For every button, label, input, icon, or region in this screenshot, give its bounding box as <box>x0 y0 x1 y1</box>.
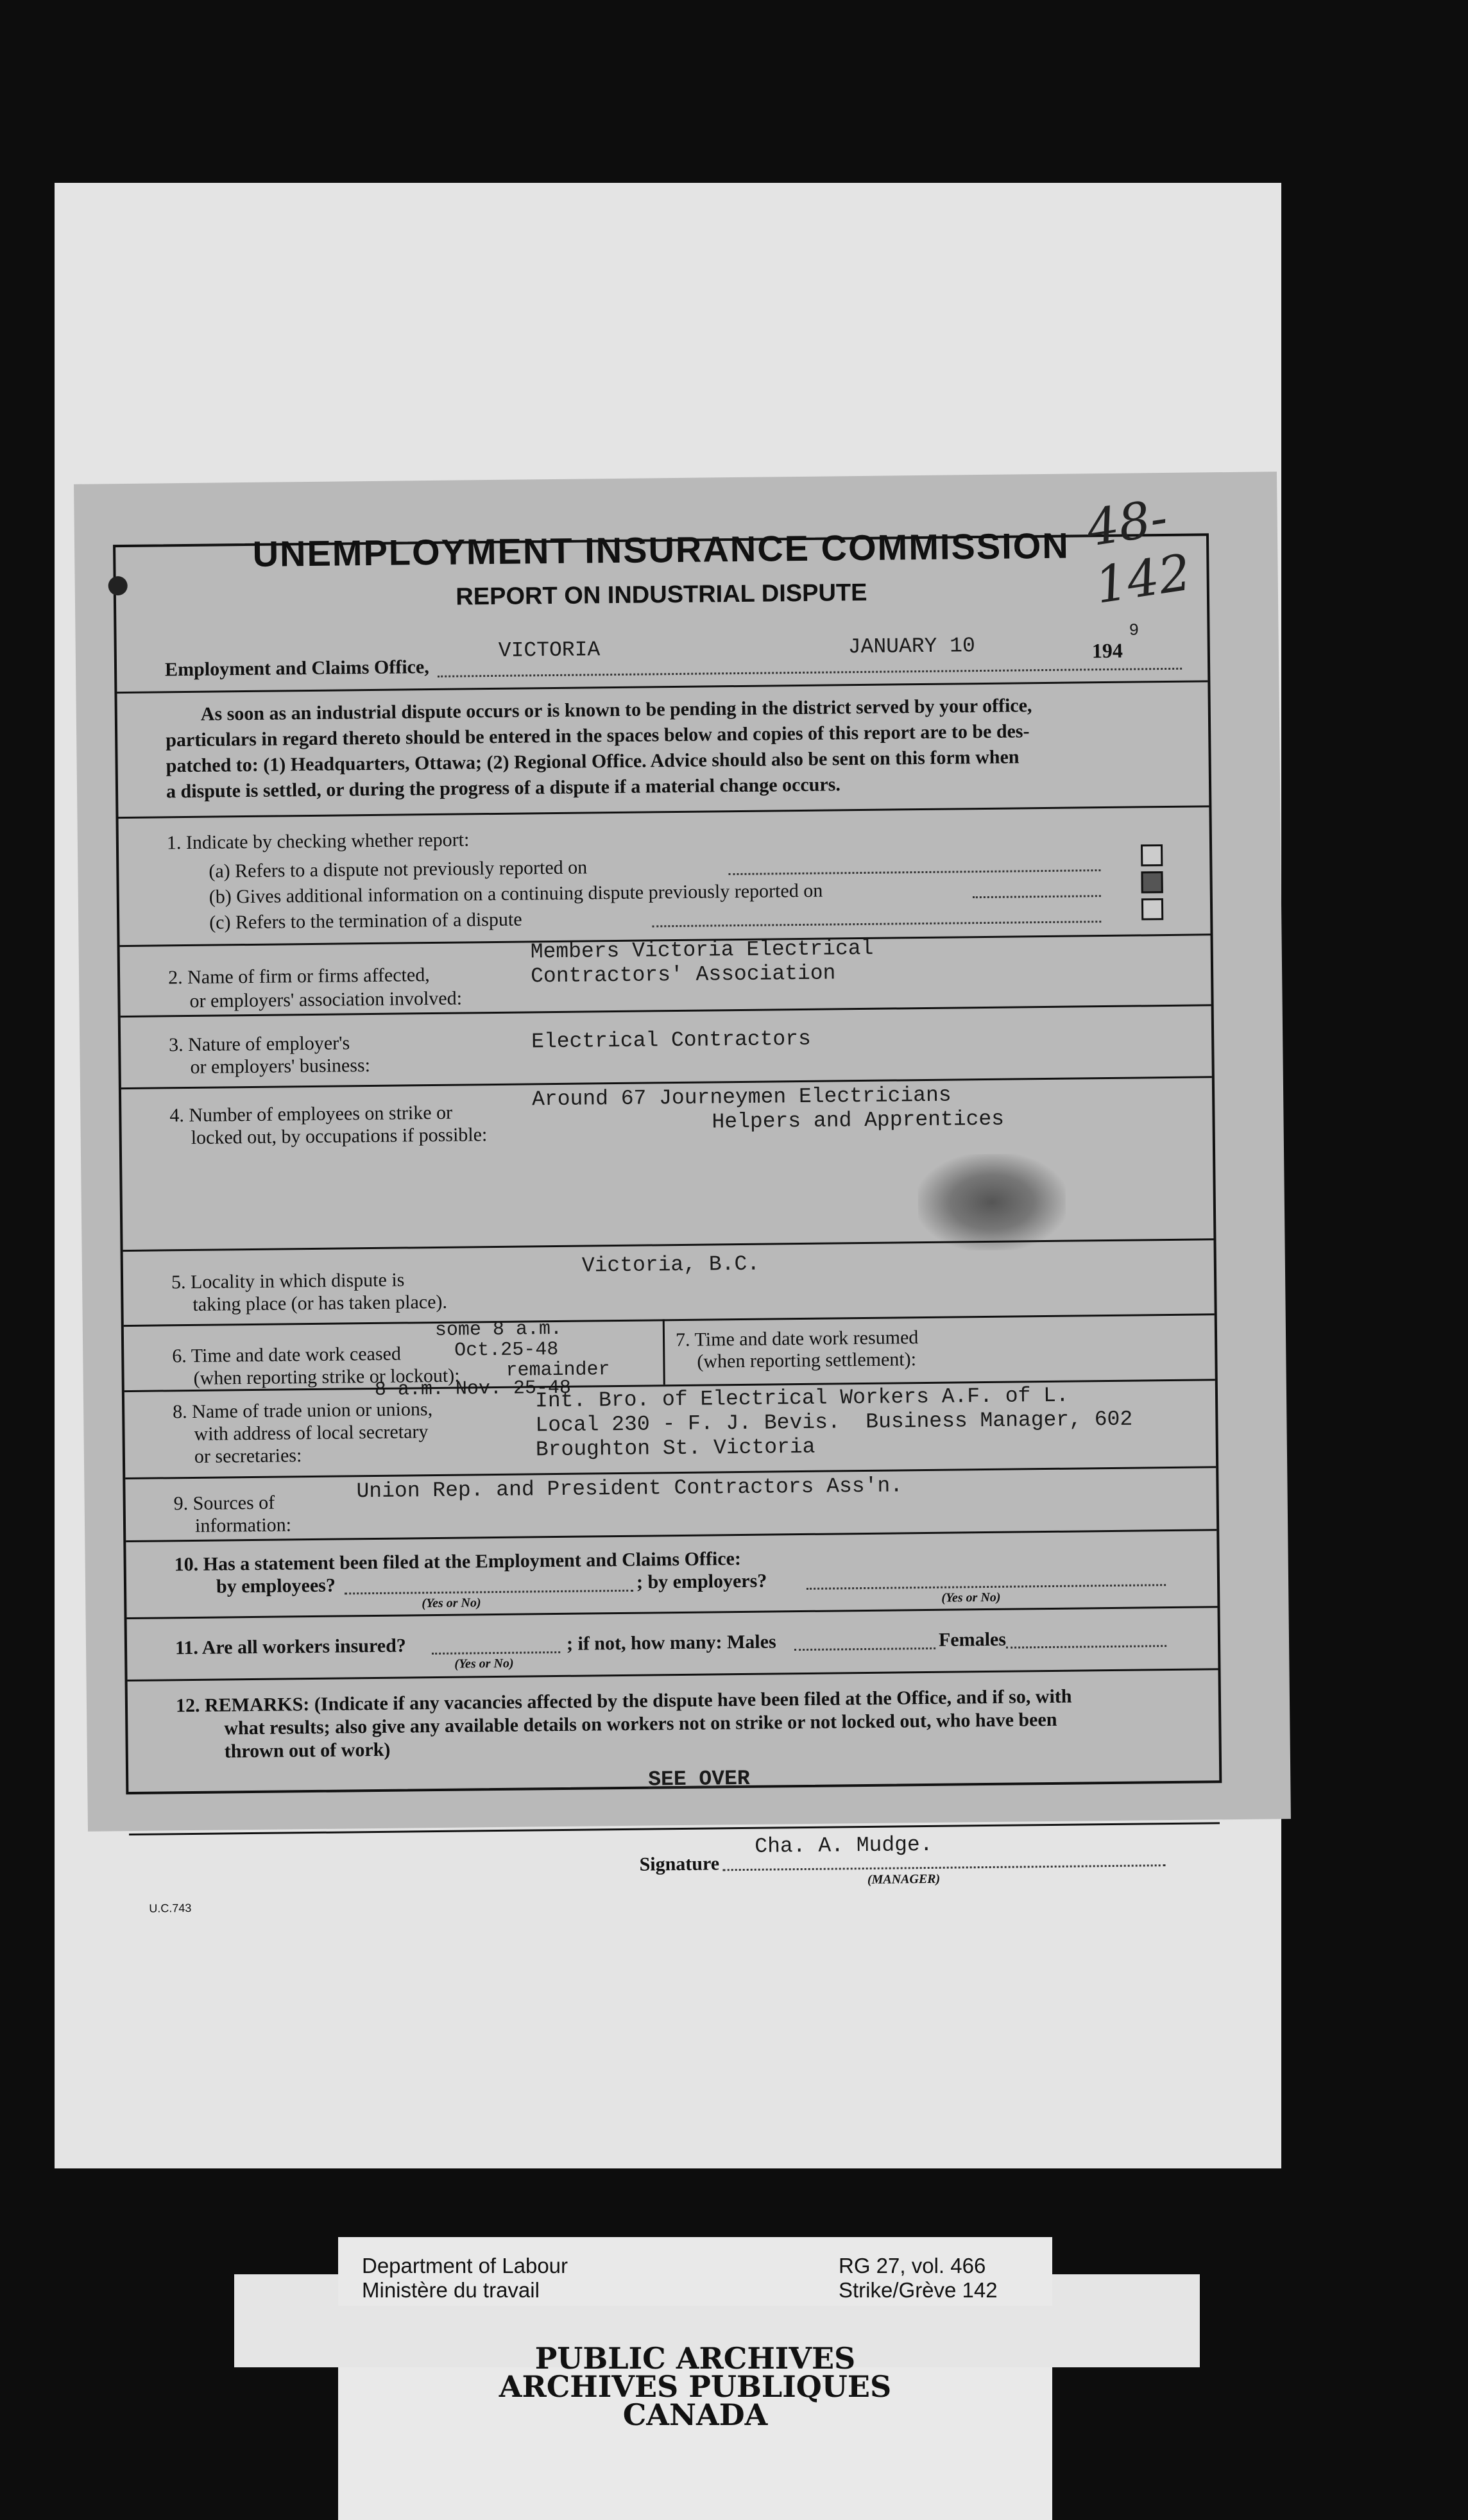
q2-value-2: Contractors' Association <box>530 961 836 989</box>
q2-label-2: or employers' association involved: <box>189 987 463 1012</box>
q10-yesno-1: (Yes or No) <box>422 1596 481 1611</box>
office-date-line <box>438 668 1182 677</box>
q8-label-2: with address of local secretary <box>194 1421 429 1445</box>
q3-value: Electrical Contractors <box>531 1026 812 1054</box>
q5-label-1: 5. Locality in which dispute is <box>171 1269 405 1293</box>
signature-label: Signature <box>639 1853 720 1875</box>
q6-value-4: 8 a.m. Nov. 25-48 <box>374 1377 572 1401</box>
q10-yesno-2: (Yes or No) <box>941 1590 1001 1605</box>
dept-fr: Ministère du travail <box>362 2278 540 2302</box>
archives-publiques: ARCHIVES PUBLIQUES <box>499 2369 892 2404</box>
q1-checkbox-a[interactable] <box>1141 844 1163 866</box>
q12-label-3: thrown out of work) <box>224 1739 391 1762</box>
q11-females-field[interactable] <box>1006 1645 1166 1649</box>
q9-label-2: information: <box>194 1514 292 1537</box>
q12-value: SEE OVER <box>648 1766 750 1792</box>
q6-value-1: some 8 a.m. <box>434 1318 563 1341</box>
q8-value-2: Local 230 - F. J. Bevis. Business Manager, 602 <box>535 1407 1133 1438</box>
archive-label-top <box>338 2237 1052 2306</box>
year-prefix: 194 <box>1091 638 1123 663</box>
q1-option-c: (c) Refers to the termination of a dispute <box>209 908 522 933</box>
ink-stain <box>917 1154 1066 1251</box>
q11-label-2: ; if not, how many: Males <box>566 1631 776 1655</box>
instructions-1: As soon as an industrial dispute occurs or is known to be pending in the district served by your office, <box>200 695 1032 725</box>
q2-label-1: 2. Name of firm or firms affected, <box>167 964 430 989</box>
record-group: RG 27, vol. 466 <box>839 2254 986 2277</box>
q4-label-2: locked out, by occupations if possible: <box>191 1124 488 1148</box>
q11-males-field[interactable] <box>794 1647 935 1651</box>
q1-checkbox-b-checked[interactable] <box>1141 871 1163 893</box>
q1-option-b: (b) Gives additional information on a continuing dispute previously reported on <box>209 880 823 908</box>
q11-label-3: Females <box>938 1628 1007 1651</box>
q4-value-1: Around 67 Journeymen Electricians <box>531 1083 952 1112</box>
archive-label-bottom <box>338 2341 1052 2520</box>
q11-label-1: 11. Are all workers insured? <box>175 1635 406 1659</box>
q10-label-1: 10. Has a statement been filed at the Employment and Claims Office: <box>174 1548 742 1576</box>
q12-label-1: 12. REMARKS: (Indicate if any vacancies affected by the dispute have been filed at the Office, and if so, with <box>175 1685 1072 1717</box>
q10-label-3: ; by employers? <box>636 1570 767 1593</box>
q10-label-2: by employees? <box>216 1574 336 1597</box>
q8-value-3: Broughton St. Victoria <box>535 1435 815 1462</box>
q6-value-3: remainder <box>506 1359 610 1382</box>
q11-yesno: (Yes or No) <box>454 1656 514 1671</box>
q10-employees-field[interactable] <box>345 1590 633 1595</box>
date-value: JANUARY 10 <box>848 634 976 660</box>
q11-insured-field[interactable] <box>432 1651 560 1655</box>
form-title: UNEMPLOYMENT INSURANCE COMMISSION <box>252 525 1070 574</box>
report-form <box>74 472 1291 1915</box>
office-label: Employment and Claims Office, <box>164 656 429 681</box>
q6-value-2: Oct.25-48 <box>454 1338 559 1362</box>
canada: CANADA <box>622 2397 768 2432</box>
form-code: U.C.743 <box>149 1902 192 1915</box>
q2-value-1: Members Victoria Electrical <box>530 936 874 964</box>
instructions-4: a dispute is settled, or during the progress of a dispute if a material change occurs. <box>166 774 841 803</box>
q5-value: Victoria, B.C. <box>581 1252 760 1278</box>
q8-value-1: Int. Bro. of Electrical Workers A.F. of L. <box>534 1383 1069 1413</box>
q3-label-1: 3. Nature of employer's <box>169 1032 350 1056</box>
form-frame <box>113 488 1222 1915</box>
dept-en: Department of Labour <box>362 2254 568 2277</box>
q4-value-2: Helpers and Apprentices <box>712 1107 1005 1134</box>
public-archives: PUBLIC ARCHIVES <box>534 2341 856 2376</box>
q6-label-1: 6. Time and date work ceased <box>172 1343 402 1367</box>
signature-value: Cha. A. Mudge. <box>755 1832 933 1859</box>
q1-checkbox-c[interactable] <box>1141 898 1163 920</box>
q6-label-2: (when reporting strike or lockout): <box>193 1365 460 1389</box>
signature-role: (MANAGER) <box>867 1871 941 1887</box>
q1-label: 1. Indicate by checking whether report: <box>166 829 470 854</box>
q10-employers-field[interactable] <box>807 1584 1166 1590</box>
year-suffix: 9 <box>1129 620 1139 640</box>
instructions-2: particulars in regard thereto should be entered in the spaces below and copies of this report are to be des- <box>166 720 1030 751</box>
q5-label-2: taking place (or has taken place). <box>192 1291 448 1315</box>
q8-label-3: or secretaries: <box>194 1445 302 1467</box>
q7-label-1: 7. Time and date work resumed <box>675 1327 919 1351</box>
instructions-3: patched to: (1) Headquarters, Ottawa; (2) Regional Office. Advice should also be sent on this form when <box>166 746 1020 777</box>
q9-value: Union Rep. and President Contractors Ass'n. <box>356 1474 903 1504</box>
q9-label-1: 9. Sources of <box>173 1492 275 1515</box>
q7-label-2: (when reporting settlement): <box>697 1349 917 1372</box>
form-subtitle: REPORT ON INDUSTRIAL DISPUTE <box>456 579 867 611</box>
q8-label-1: 8. Name of trade union or unions, <box>173 1399 433 1423</box>
strike-number: Strike/Grève 142 <box>839 2278 998 2302</box>
q12-label-2: what results; also give any available details on workers not on strike or not locked out, who have been <box>224 1708 1057 1739</box>
q3-label-2: or employers' business: <box>190 1055 371 1078</box>
office-value: VICTORIA <box>498 638 601 663</box>
file-number: 48-142 <box>1082 488 1195 615</box>
q1-option-a: (a) Refers to a dispute not previously reported on <box>209 856 588 882</box>
q4-label-1: 4. Number of employees on strike or <box>169 1102 453 1127</box>
